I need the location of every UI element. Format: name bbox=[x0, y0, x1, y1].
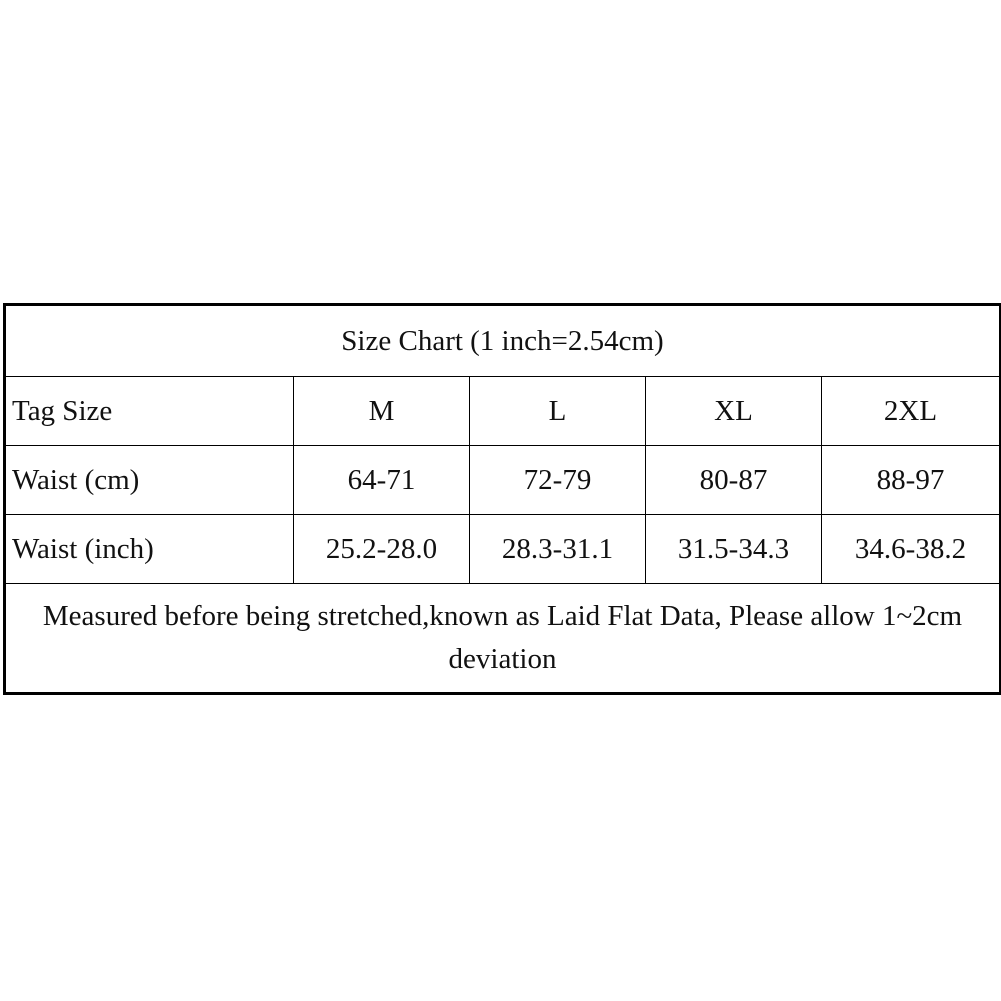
table-title: Size Chart (1 inch=2.54cm) bbox=[5, 305, 1001, 377]
measurement-note: Measured before being stretched,known as Laid Flat Data, Please allow 1~2cm deviation bbox=[5, 584, 1001, 694]
table-cell: 25.2-28.0 bbox=[294, 515, 470, 584]
row-label: Waist (cm) bbox=[5, 446, 294, 515]
table-cell: 31.5-34.3 bbox=[646, 515, 822, 584]
table-cell: 2XL bbox=[822, 377, 1001, 446]
table-row bbox=[5, 377, 1001, 446]
table-cell: L bbox=[470, 377, 646, 446]
table-row bbox=[5, 446, 1001, 515]
title-row bbox=[5, 305, 1001, 377]
note-row bbox=[5, 584, 1001, 694]
table-cell: M bbox=[294, 377, 470, 446]
row-label: Tag Size bbox=[5, 377, 294, 446]
table-cell: 88-97 bbox=[822, 446, 1001, 515]
table-cell: XL bbox=[646, 377, 822, 446]
table-cell: 64-71 bbox=[294, 446, 470, 515]
row-label: Waist (inch) bbox=[5, 515, 294, 584]
table-cell: 34.6-38.2 bbox=[822, 515, 1001, 584]
table-cell: 28.3-31.1 bbox=[470, 515, 646, 584]
table-row bbox=[5, 515, 1001, 584]
table-cell: 80-87 bbox=[646, 446, 822, 515]
table-cell: 72-79 bbox=[470, 446, 646, 515]
size-chart-table bbox=[3, 303, 1001, 695]
